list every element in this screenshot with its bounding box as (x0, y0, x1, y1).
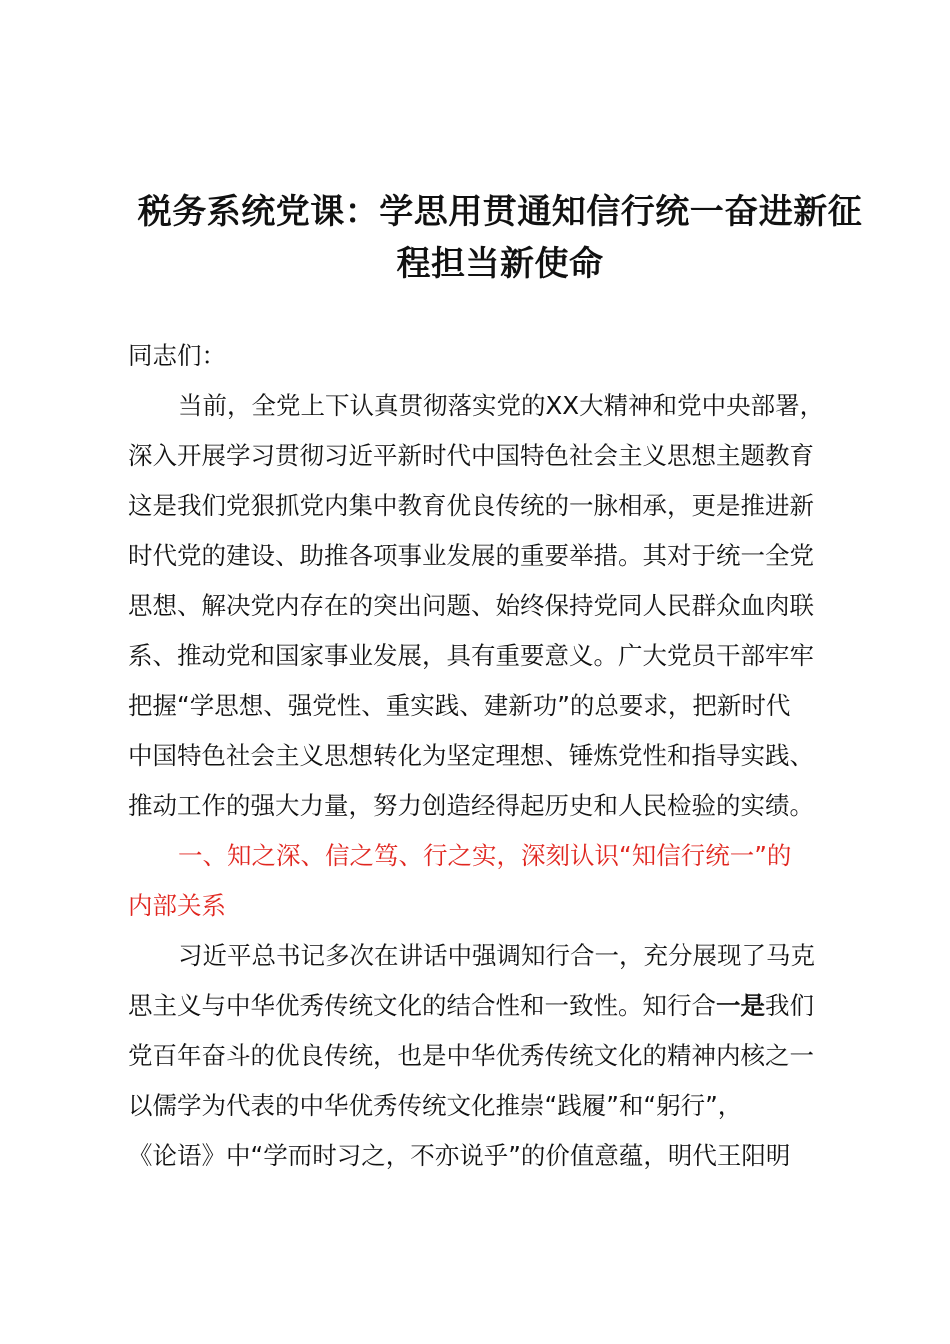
paragraph-line: 深入开展学习贯彻习近平新时代中国特色社会主义思想主题教育 (128, 441, 814, 470)
paragraph-text: 我们 (765, 991, 814, 1020)
paragraph-line: 时代党的建设、助推各项事业发展的重要举措。其对于统一全党 (128, 541, 814, 570)
document-body (128, 331, 848, 1181)
paragraph-line: 习近平总书记多次在讲话中强调知行合一，充分展现了马克 (178, 941, 815, 970)
paragraph-line: 把握“学思想、强党性、重实践、建新功”的总要求，把新时代 (128, 691, 791, 720)
document-title (120, 186, 880, 290)
title-line-2: 程担当新使命 (396, 244, 604, 284)
paragraph-line: 这是我们党狠抓党内集中教育优良传统的一脉相承，更是推进新 (128, 491, 814, 520)
paragraph-intro (128, 381, 848, 831)
paragraph-line (128, 981, 848, 1031)
section-heading-1 (128, 831, 848, 931)
heading-line: 内部关系 (128, 891, 226, 920)
paragraph-section-1 (128, 931, 848, 1181)
paragraph-line: 推动工作的强大力量，努力创造经得起历史和人民检验的实绩。 (128, 791, 814, 820)
paragraph-line: 党百年奋斗的优良传统，也是中华优秀传统文化的精神内核之一 (128, 1041, 814, 1070)
paragraph-line: 中国特色社会主义思想转化为坚定理想、锤炼党性和指导实践、 (128, 741, 814, 770)
paragraph-text: 思主义与中华优秀传统文化的结合性和一致性。知行合 (128, 991, 716, 1020)
paragraph-line: 《论语》中“学而时习之，不亦说乎”的价值意蕴，明代王阳明 (128, 1141, 791, 1170)
paragraph-line: 以儒学为代表的中华优秀传统文化推崇“践履”和“躬行”， (128, 1091, 743, 1120)
paragraph-line: 思想、解决党内存在的突出问题、始终保持党同人民群众血肉联 (128, 591, 814, 620)
title-line-1: 税务系统党课：学思用贯通知信行统一奋进新征 (137, 192, 863, 232)
salutation: 同志们： (128, 341, 226, 370)
heading-line: 一、知之深、信之笃、行之实，深刻认识“知信行统一”的 (178, 841, 792, 870)
paragraph-line: 系、推动党和国家事业发展，具有重要意义。广大党员干部牢牢 (128, 641, 814, 670)
paragraph-line: 当前，全党上下认真贯彻落实党的XX大精神和党中央部署， (178, 391, 825, 420)
bold-text: 一是 (716, 991, 765, 1020)
